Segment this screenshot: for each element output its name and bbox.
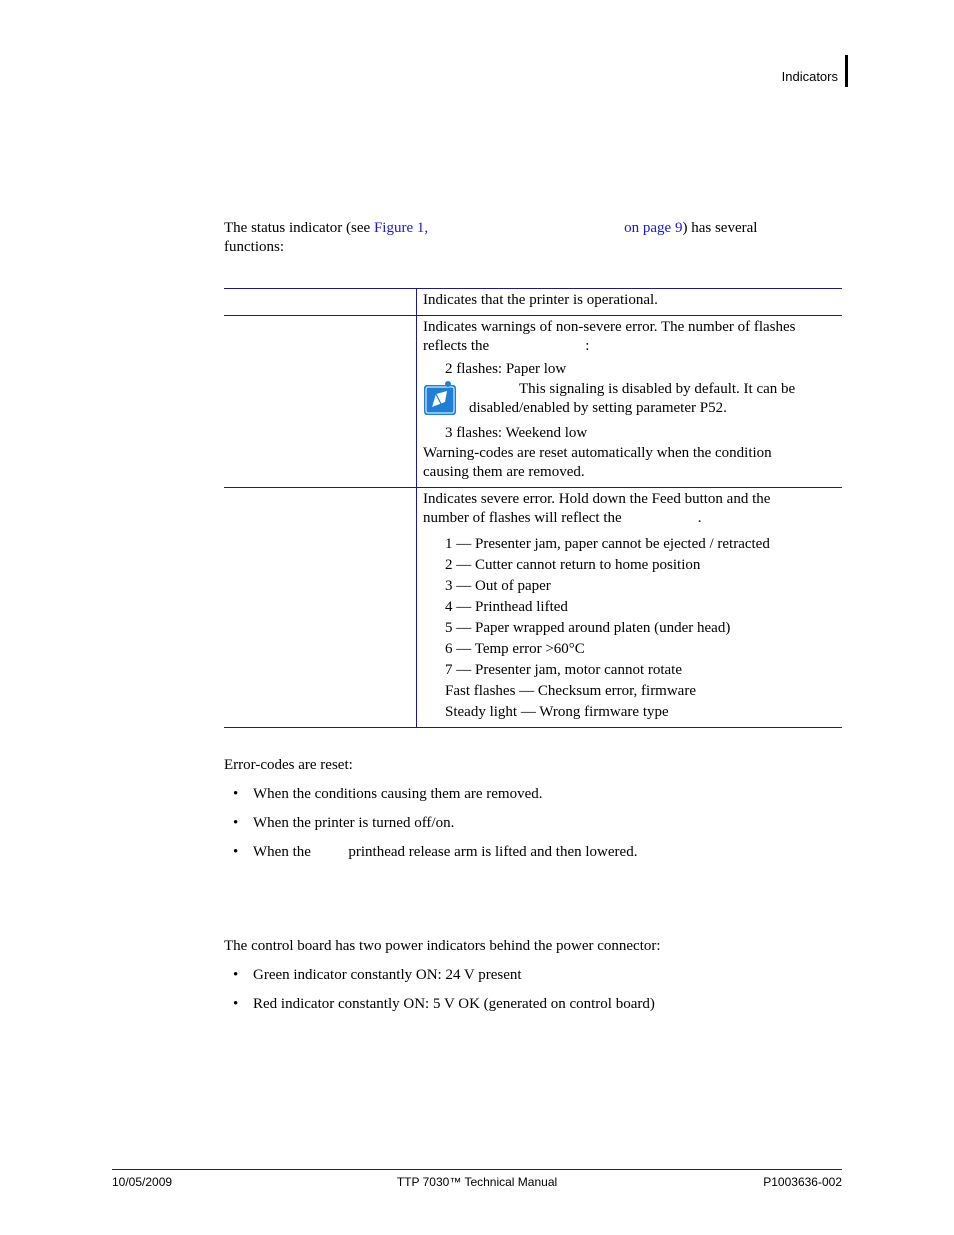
table-row — [224, 316, 842, 488]
footer-rule — [112, 1169, 842, 1170]
row1-desc: Indicates that the printer is operational. — [423, 292, 658, 308]
row3-desc-line2a: number of flashes will reflect the — [423, 510, 622, 526]
intro-text-before: The status indicator (see — [224, 220, 374, 236]
row2-reset-line2: causing them are removed. — [423, 464, 585, 480]
list-item: • Green indicator constantly ON: 24 V present — [233, 967, 522, 983]
figure-link[interactable]: Figure 1, — [373, 220, 429, 236]
list-item: • Red indicator constantly ON: 5 V OK (generated on control board) — [233, 996, 655, 1012]
error-reset-lead: Error-codes are reset: — [224, 757, 353, 773]
status-table — [224, 288, 842, 728]
header-bar — [845, 55, 848, 87]
table-cell-label — [224, 289, 416, 315]
row2-reset-line1: Warning-codes are reset automatically when the condition — [423, 444, 772, 461]
error-code-item: 3 — Out of paper — [445, 577, 551, 594]
error-code-item: Steady light — Wrong firmware type — [445, 703, 669, 720]
power-list — [233, 967, 655, 1025]
footer-date: 10/05/2009 — [112, 1175, 173, 1189]
page-link[interactable]: on page 9 — [624, 220, 683, 236]
list-item: • When the printhead release arm is lifted and then lowered. — [233, 844, 638, 860]
note-line1: This signaling is disabled by default. It can be — [519, 380, 796, 397]
error-code-item: 1 — Presenter jam, paper cannot be ejected / retracted — [445, 535, 770, 552]
error-code-item: 4 — Printhead lifted — [445, 598, 568, 615]
footer-part-number: P1003636-002 — [763, 1175, 842, 1189]
error-code-item: 6 — Temp error >60°C — [445, 640, 585, 657]
error-reset-list — [233, 786, 637, 873]
row3-desc-line2b: . — [697, 510, 702, 526]
error-code-item: 5 — Paper wrapped around platen (under head) — [445, 619, 731, 636]
row2-desc-line2a: reflects the — [423, 338, 490, 354]
intro-paragraph — [224, 219, 844, 257]
row3-desc-line1: Indicates severe error. Hold down the Feed button and the — [423, 490, 771, 507]
table-row — [224, 289, 842, 316]
row2-item-weekend-low: 3 flashes: Weekend low — [445, 424, 588, 441]
table-cell-description — [416, 289, 842, 315]
table-row — [224, 488, 842, 727]
note-block — [423, 380, 836, 419]
power-lead: The control board has two power indicators behind the power connector: — [224, 938, 661, 954]
row2-desc-line1: Indicates warnings of non-severe error. The number of flashes — [423, 318, 796, 335]
intro-text-line2: functions: — [224, 239, 284, 255]
running-header: Indicators — [781, 69, 838, 84]
note-line2: disabled/enabled by setting parameter P52. — [469, 400, 727, 416]
table-cell-label — [224, 316, 416, 487]
error-code-item: Fast flashes — Checksum error, firmware — [445, 682, 696, 699]
error-code-item: 7 — Presenter jam, motor cannot rotate — [445, 661, 683, 678]
table-cell-description — [416, 316, 842, 487]
intro-text-after: ) has several — [682, 220, 758, 236]
error-code-item: 2 — Cutter cannot return to home position — [445, 556, 701, 573]
list-item: • When the printer is turned off/on. — [233, 815, 455, 831]
row2-desc-line2b: : — [585, 338, 590, 354]
table-cell-label — [224, 488, 416, 727]
list-item: • When the conditions causing them are removed. — [233, 786, 543, 802]
row2-item-paper-low: 2 flashes: Paper low — [445, 360, 567, 377]
table-cell-description — [416, 488, 842, 727]
note-icon — [423, 380, 457, 416]
footer-manual-title: TTP 7030™ Technical Manual — [396, 1175, 558, 1189]
